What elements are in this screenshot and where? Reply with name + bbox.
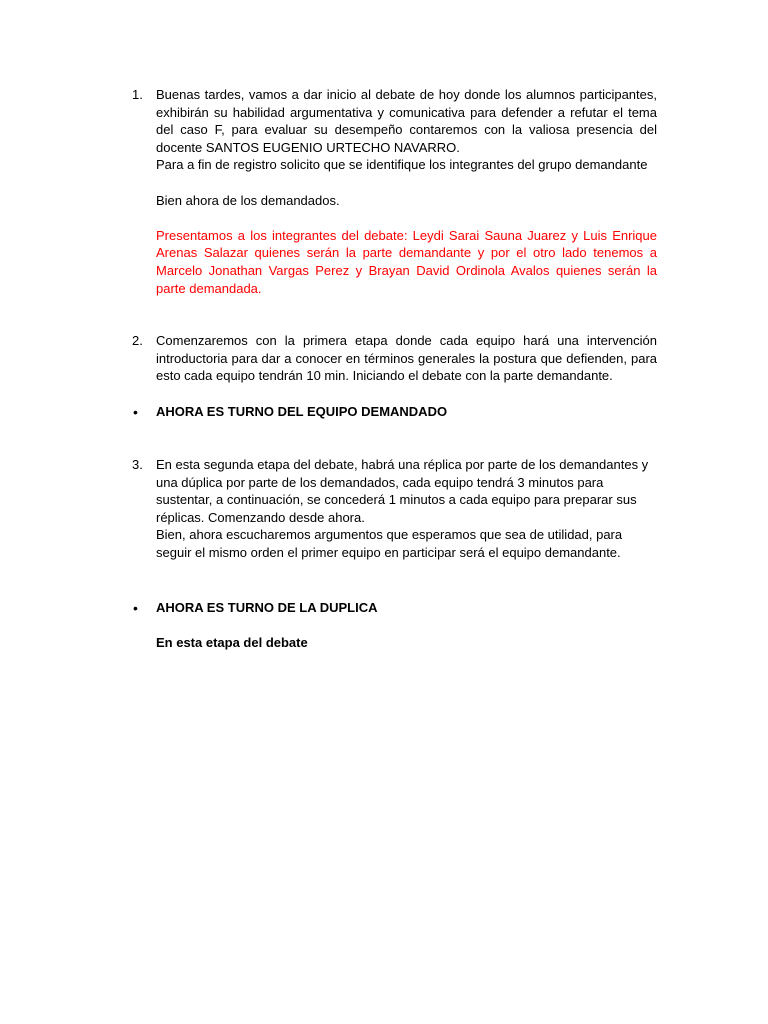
list-number: 2. [132, 333, 143, 348]
bullet-icon: • [133, 404, 138, 420]
first-stage-paragraph: Comenzaremos con la primera etapa donde cada equipo hará una intervención introductoria para dar a conocer en términos generales la postura que defienden, para esto cada equipo tendrán 10 min. Iniciando el debate con la parte demandante. [156, 333, 657, 384]
intro-paragraph: Buenas tardes, vamos a dar inicio al debate de hoy donde los alumnos participantes, exhibirán su habilidad argumentativa y comunicativa para defender a refutar el tema del caso F, para evaluar su desempeño contaremos con la valiosa presencia del docente SANTOS EUGENIO URTECHO NAVARRO. [156, 87, 657, 155]
second-stage-paragraph: En esta segunda etapa del debate, habrá una réplica por parte de los demandantes y una dúplica por parte de los demandados, cada equipo tendrá 3 minutos para sustentar, a continuación, se concederá 1 minutos a cada equipo para preparar sus réplicas. Comenzando desde ahora. [156, 457, 649, 525]
bullet-icon: • [133, 600, 138, 616]
bullet-heading: AHORA ES TURNO DEL EQUIPO DEMANDADO [156, 404, 448, 419]
bullet-heading: AHORA ES TURNO DE LA DUPLICA [156, 600, 378, 615]
list-item-2 [132, 332, 657, 385]
participants-paragraph: Presentamos a los integrantes del debate: Leydi Sarai Sauna Juarez y Luis Enrique Arenas Salazar quienes serán la parte demandante y por el otro lado tenemos a Marcelo Jonathan Vargas Perez y Brayan David Ordinola Avalos quienes serán la parte demandada. [156, 227, 657, 296]
arguments-paragraph: Bien, ahora escucharemos argumentos que esperamos que sea de utilidad, para seguir el mismo orden el primer equipo en participar será el equipo demandante. [156, 527, 623, 560]
bullet-subheading: En esta etapa del debate [156, 635, 308, 651]
list-number: 3. [132, 457, 143, 472]
list-item-1 [132, 86, 657, 297]
list-number: 1. [132, 87, 143, 102]
bullet-item-2 [133, 599, 657, 652]
registration-paragraph: Para a fin de registro solicito que se identifique los integrantes del grupo demandante [156, 157, 648, 173]
defendants-paragraph: Bien ahora de los demandados. [156, 192, 340, 208]
bullet-item-1 [133, 403, 657, 421]
list-item-3 [132, 456, 657, 562]
